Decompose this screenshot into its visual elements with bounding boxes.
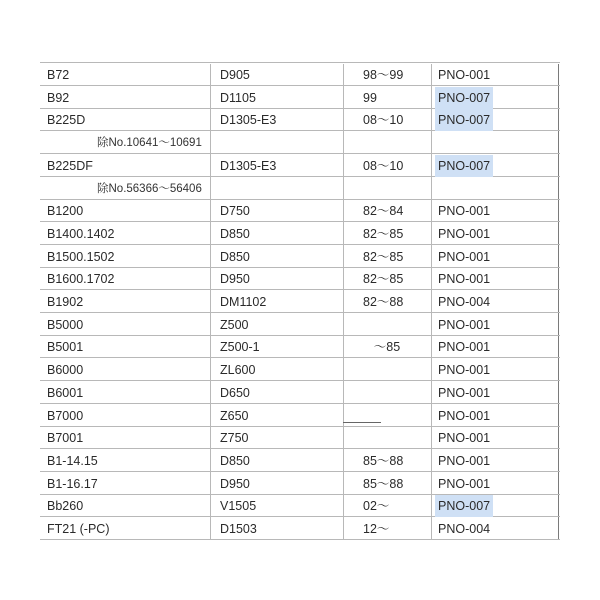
table-row <box>40 109 560 131</box>
pno-cell: PNO-001 <box>438 272 491 286</box>
model-cell: B1902 <box>47 295 84 309</box>
year-cell: 98～99 <box>363 68 404 82</box>
year-cell: ～85 <box>373 340 401 354</box>
exclusion-note: 除No.56366～56406 <box>97 183 202 195</box>
pno-cell: PNO-007 <box>435 87 493 109</box>
pno-cell: PNO-001 <box>438 318 491 332</box>
year-cell: 08～10 <box>363 159 404 173</box>
engine-cell: D750 <box>220 204 250 218</box>
model-cell: B5000 <box>47 318 84 332</box>
table-row <box>40 336 560 358</box>
engine-cell: D850 <box>220 454 250 468</box>
engine-cell: D850 <box>220 227 250 241</box>
table-row <box>40 155 560 177</box>
pno-cell: PNO-001 <box>438 250 491 264</box>
engine-cell: D1305-E3 <box>220 113 277 127</box>
pno-cell: PNO-001 <box>438 477 491 491</box>
pno-cell: PNO-001 <box>438 363 491 377</box>
engine-cell: D850 <box>220 250 250 264</box>
year-cell: 82～85 <box>363 227 404 241</box>
pno-cell: PNO-001 <box>438 454 491 468</box>
engine-cell: D950 <box>220 272 250 286</box>
row-divider <box>40 62 560 63</box>
pno-cell: PNO-001 <box>438 68 491 82</box>
model-cell: B225D <box>47 113 86 127</box>
table-row <box>40 268 560 290</box>
model-cell: B6001 <box>47 386 84 400</box>
year-cell: 12～ <box>363 522 390 536</box>
table-row <box>40 223 560 245</box>
model-cell: B6000 <box>47 363 84 377</box>
engine-cell: D1503 <box>220 522 257 536</box>
table-row <box>40 314 560 336</box>
pno-cell: PNO-004 <box>438 295 491 309</box>
pno-cell: PNO-004 <box>438 522 491 536</box>
table-row <box>40 450 560 472</box>
pno-cell: PNO-001 <box>438 409 491 423</box>
year-cell: 82～85 <box>363 272 404 286</box>
pno-cell: PNO-001 <box>438 227 491 241</box>
year-cell: 99 <box>363 91 377 105</box>
model-cell: B5001 <box>47 340 84 354</box>
year-cell: 02～ <box>363 499 390 513</box>
engine-cell: DM1102 <box>220 295 267 309</box>
table-row <box>40 473 560 495</box>
table-row <box>40 246 560 268</box>
engine-cell: Z750 <box>220 431 249 445</box>
engine-cell: D905 <box>220 68 250 82</box>
exclusion-note: 除No.10641～10691 <box>97 137 202 149</box>
note-row <box>40 132 560 154</box>
engine-cell: Z500 <box>220 318 249 332</box>
engine-cell: ZL600 <box>220 363 256 377</box>
year-cell: 08～10 <box>363 113 404 127</box>
table-row <box>40 200 560 222</box>
engine-cell: Z500-1 <box>220 340 260 354</box>
model-cell: B72 <box>47 68 70 82</box>
year-cell: 82～88 <box>363 295 404 309</box>
model-cell: B1400.1402 <box>47 227 115 241</box>
model-cell: B1600.1702 <box>47 272 115 286</box>
pno-cell: PNO-001 <box>438 204 491 218</box>
model-cell: B7001 <box>47 431 84 445</box>
model-cell: B1200 <box>47 204 84 218</box>
table-row <box>40 405 560 427</box>
table-row <box>40 382 560 404</box>
model-cell: B225DF <box>47 159 93 173</box>
model-cell: B1-14.15 <box>47 454 98 468</box>
pno-cell: PNO-001 <box>438 431 491 445</box>
year-cell: 85～88 <box>363 477 404 491</box>
table-row <box>40 87 560 109</box>
table-row <box>40 495 560 517</box>
pno-cell: PNO-001 <box>438 340 491 354</box>
model-cell: Bb260 <box>47 499 84 513</box>
table-row <box>40 291 560 313</box>
engine-cell: D1305-E3 <box>220 159 277 173</box>
engine-cell: V1505 <box>220 499 257 513</box>
parts-table <box>40 64 600 544</box>
year-cell: 82～85 <box>363 250 404 264</box>
note-row <box>40 178 560 200</box>
model-cell: B92 <box>47 91 70 105</box>
engine-cell: D1105 <box>220 91 256 105</box>
year-cell: 85～88 <box>363 454 404 468</box>
table-row <box>40 359 560 381</box>
model-cell: FT21 (-PC) <box>47 522 110 536</box>
engine-cell: D650 <box>220 386 250 400</box>
table-row <box>40 64 560 86</box>
model-cell: B7000 <box>47 409 84 423</box>
year-cell: 82～84 <box>363 204 404 218</box>
table-row <box>40 518 560 540</box>
engine-cell: D950 <box>220 477 250 491</box>
pno-cell: PNO-007 <box>435 109 493 131</box>
model-cell: B1500.1502 <box>47 250 115 264</box>
pno-cell: PNO-007 <box>435 155 493 177</box>
pno-cell: PNO-007 <box>435 495 493 517</box>
engine-cell: Z650 <box>220 409 249 423</box>
table-row <box>40 427 560 449</box>
model-cell: B1-16.17 <box>47 477 98 491</box>
pno-cell: PNO-001 <box>438 386 491 400</box>
